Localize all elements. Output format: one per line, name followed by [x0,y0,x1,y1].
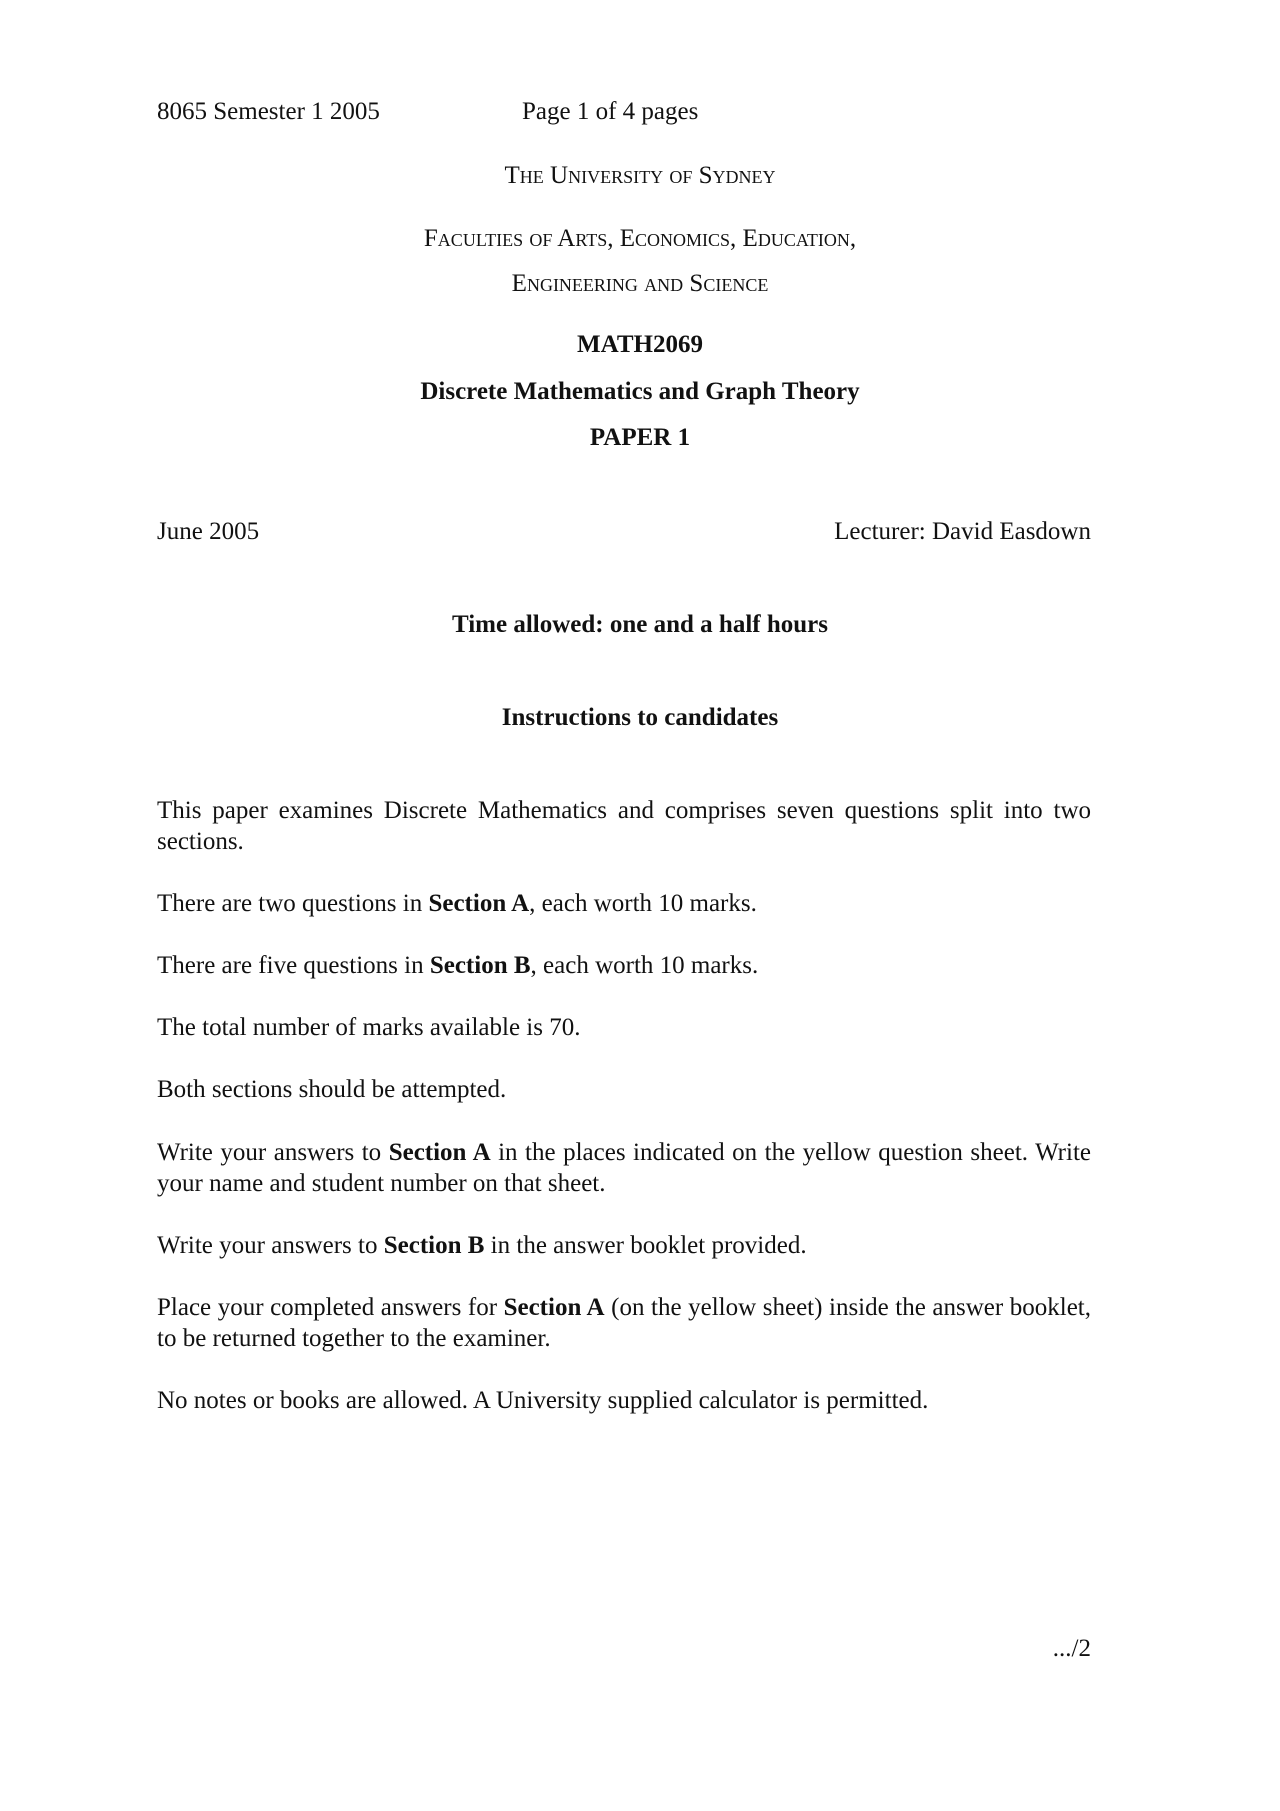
instruction-text: There are five questions in [157,952,430,979]
page-continuation: .../2 [1052,1635,1091,1662]
instruction-paragraph-6 [157,1137,1091,1199]
lecturer-name: Lecturer: David Easdown [834,518,1091,545]
instruction-paragraph-1: This paper examines Discrete Mathematics and comprises seven questions split into two sections. [157,797,1091,855]
exam-date: June 2005 [157,518,260,545]
section-a-label: Section A [428,890,530,917]
section-b-label: Section B [429,952,531,979]
course-name: Discrete Mathematics and Graph Theory [420,378,860,405]
page-number-info: Page 1 of 4 pages [522,98,699,125]
section-a-label: Section A [388,1139,491,1166]
instruction-paragraph-3 [157,950,1091,981]
instruction-paragraph-8 [157,1292,1091,1354]
paper-number: PAPER 1 [589,424,691,451]
exam-code-semester: 8065 Semester 1 2005 [157,98,380,125]
instruction-paragraph-4: The total number of marks available is 70. [157,1014,581,1041]
instructions-heading: Instructions to candidates [501,704,779,731]
course-code: MATH2069 [577,331,703,358]
faculties-line-1: Faculties of Arts, Economics, Education, [423,225,857,252]
time-allowed: Time allowed: one and a half hours [452,611,828,638]
instruction-text: Write your answers to [157,1139,389,1166]
instruction-text: Place your completed answers for [157,1294,504,1321]
instruction-text: , each worth 10 marks. [529,890,757,917]
instruction-paragraph-5: Both sections should be attempted. [157,1076,507,1103]
instruction-text: in the answer booklet provided. [484,1232,807,1259]
faculties-line-2: Engineering and Science [511,270,769,297]
instruction-paragraph-2 [157,888,1091,919]
section-a-label: Section A [503,1294,605,1321]
university-name: The University of Sydney [504,162,776,189]
instruction-paragraph-7 [157,1230,1091,1261]
instruction-text: There are two questions in [157,890,429,917]
section-b-label: Section B [383,1232,485,1259]
instruction-text: Write your answers to [157,1232,384,1259]
instruction-paragraph-9: No notes or books are allowed. A University supplied calculator is permitted. [157,1387,929,1414]
instruction-text: , each worth 10 marks. [530,952,759,979]
instruction-text: (on the yellow sheet) inside the answer booklet, to be returned together to the examiner. [157,1294,1091,1352]
instruction-text: in the places indicated on the yellow question sheet. Write your name and student number on that sheet. [157,1139,1091,1197]
